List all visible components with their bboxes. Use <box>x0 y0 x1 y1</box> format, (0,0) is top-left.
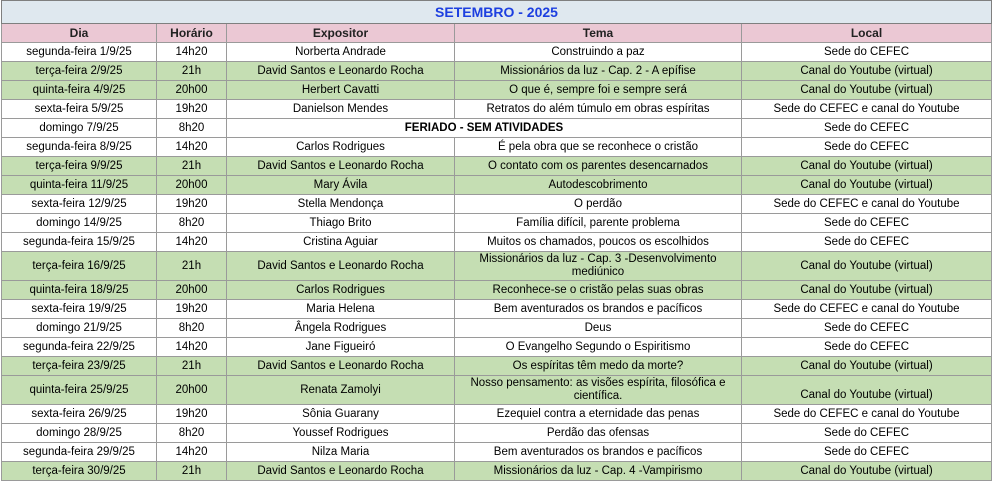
table-row <box>2 138 992 157</box>
cell-local: Canal do Youtube (virtual) <box>742 462 992 481</box>
cell-expositor: David Santos e Leonardo Rocha <box>227 252 455 281</box>
cell-dia: domingo 21/9/25 <box>2 319 157 338</box>
cell-horario: 8h20 <box>157 214 227 233</box>
cell-tema: Missionários da luz - Cap. 3 -Desenvolvimento mediúnico <box>455 252 742 281</box>
cell-local: Sede do CEFEC e canal do Youtube <box>742 195 992 214</box>
table-row <box>2 376 992 405</box>
cell-feriado: FERIADO - SEM ATIVIDADES <box>227 119 742 138</box>
cell-horario: 8h20 <box>157 319 227 338</box>
cell-expositor: Mary Ávila <box>227 176 455 195</box>
cell-expositor: David Santos e Leonardo Rocha <box>227 157 455 176</box>
table-row <box>2 100 992 119</box>
cell-horario: 14h20 <box>157 233 227 252</box>
cell-horario: 14h20 <box>157 138 227 157</box>
cell-local: Sede do CEFEC e canal do Youtube <box>742 100 992 119</box>
cell-local: Sede do CEFEC <box>742 119 992 138</box>
cell-tema: Os espíritas têm medo da morte? <box>455 357 742 376</box>
cell-horario: 21h <box>157 462 227 481</box>
table-row <box>2 300 992 319</box>
cell-horario: 14h20 <box>157 43 227 62</box>
table-row <box>2 176 992 195</box>
header-local: Local <box>742 24 992 43</box>
cell-expositor: David Santos e Leonardo Rocha <box>227 62 455 81</box>
cell-local: Sede do CEFEC <box>742 338 992 357</box>
cell-tema: O Evangelho Segundo o Espiritismo <box>455 338 742 357</box>
cell-local: Canal do Youtube (virtual) <box>742 157 992 176</box>
table-row <box>2 424 992 443</box>
cell-horario: 19h20 <box>157 405 227 424</box>
cell-dia: quinta-feira 18/9/25 <box>2 281 157 300</box>
cell-dia: domingo 28/9/25 <box>2 424 157 443</box>
cell-expositor: David Santos e Leonardo Rocha <box>227 462 455 481</box>
cell-horario: 19h20 <box>157 100 227 119</box>
cell-dia: sexta-feira 5/9/25 <box>2 100 157 119</box>
cell-expositor: Jane Figueiró <box>227 338 455 357</box>
cell-horario: 19h20 <box>157 195 227 214</box>
cell-local: Canal do Youtube (virtual) <box>742 281 992 300</box>
cell-expositor: Sônia Guarany <box>227 405 455 424</box>
cell-local: Sede do CEFEC e canal do Youtube <box>742 405 992 424</box>
cell-expositor: Norberta Andrade <box>227 43 455 62</box>
table-row <box>2 443 992 462</box>
cell-local: Sede do CEFEC <box>742 43 992 62</box>
cell-local: Sede do CEFEC <box>742 443 992 462</box>
cell-tema: Deus <box>455 319 742 338</box>
cell-tema: Perdão das ofensas <box>455 424 742 443</box>
cell-dia: terça-feira 9/9/25 <box>2 157 157 176</box>
cell-expositor: Maria Helena <box>227 300 455 319</box>
cell-tema: Missionários da luz - Cap. 2 - A epífise <box>455 62 742 81</box>
cell-dia: sexta-feira 26/9/25 <box>2 405 157 424</box>
cell-horario: 14h20 <box>157 443 227 462</box>
cell-expositor: David Santos e Leonardo Rocha <box>227 357 455 376</box>
cell-dia: quinta-feira 25/9/25 <box>2 376 157 405</box>
cell-local: Canal do Youtube (virtual) <box>742 252 992 281</box>
cell-horario: 21h <box>157 357 227 376</box>
cell-expositor: Nilza Maria <box>227 443 455 462</box>
title-row <box>2 1 992 24</box>
cell-dia: domingo 14/9/25 <box>2 214 157 233</box>
cell-expositor: Ângela Rodrigues <box>227 319 455 338</box>
table-row <box>2 357 992 376</box>
cell-local: Canal do Youtube (virtual) <box>742 176 992 195</box>
header-tema: Tema <box>455 24 742 43</box>
table-row <box>2 62 992 81</box>
header-dia: Dia <box>2 24 157 43</box>
cell-dia: terça-feira 16/9/25 <box>2 252 157 281</box>
cell-local: Canal do Youtube (virtual) <box>742 62 992 81</box>
cell-tema: Reconhece-se o cristão pelas suas obras <box>455 281 742 300</box>
cell-tema: Ezequiel contra a eternidade das penas <box>455 405 742 424</box>
cell-expositor: Youssef Rodrigues <box>227 424 455 443</box>
cell-horario: 20h00 <box>157 376 227 405</box>
cell-tema: Nosso pensamento: as visões espírita, filosófica e científica. <box>455 376 742 405</box>
schedule-table <box>1 0 992 481</box>
table-title: SETEMBRO - 2025 <box>2 1 992 24</box>
table-row <box>2 405 992 424</box>
cell-horario: 20h00 <box>157 81 227 100</box>
cell-expositor: Thiago Brito <box>227 214 455 233</box>
table-row <box>2 157 992 176</box>
cell-tema: O que é, sempre foi e sempre será <box>455 81 742 100</box>
cell-local: Sede do CEFEC <box>742 138 992 157</box>
cell-local: Sede do CEFEC <box>742 424 992 443</box>
cell-tema: O perdão <box>455 195 742 214</box>
header-horario: Horário <box>157 24 227 43</box>
cell-tema: É pela obra que se reconhece o cristão <box>455 138 742 157</box>
cell-expositor: Herbert Cavatti <box>227 81 455 100</box>
cell-local: Sede do CEFEC <box>742 319 992 338</box>
cell-horario: 21h <box>157 252 227 281</box>
table-row <box>2 281 992 300</box>
cell-expositor: Cristina Aguiar <box>227 233 455 252</box>
schedule-body <box>2 43 992 481</box>
cell-dia: terça-feira 30/9/25 <box>2 462 157 481</box>
cell-horario: 14h20 <box>157 338 227 357</box>
table-row <box>2 214 992 233</box>
cell-dia: segunda-feira 29/9/25 <box>2 443 157 462</box>
cell-horario: 21h <box>157 62 227 81</box>
cell-tema: Família difícil, parente problema <box>455 214 742 233</box>
cell-local: Sede do CEFEC <box>742 233 992 252</box>
cell-dia: segunda-feira 1/9/25 <box>2 43 157 62</box>
table-row <box>2 338 992 357</box>
table-row <box>2 252 992 281</box>
cell-local: Canal do Youtube (virtual) <box>742 81 992 100</box>
cell-dia: terça-feira 2/9/25 <box>2 62 157 81</box>
cell-dia: sexta-feira 12/9/25 <box>2 195 157 214</box>
table-row <box>2 195 992 214</box>
cell-horario: 20h00 <box>157 281 227 300</box>
cell-tema: Muitos os chamados, poucos os escolhidos <box>455 233 742 252</box>
cell-dia: quinta-feira 4/9/25 <box>2 81 157 100</box>
cell-expositor: Renata Zamolyi <box>227 376 455 405</box>
cell-tema: Autodescobrimento <box>455 176 742 195</box>
cell-tema: Missionários da luz - Cap. 4 -Vampirismo <box>455 462 742 481</box>
cell-expositor: Danielson Mendes <box>227 100 455 119</box>
cell-horario: 19h20 <box>157 300 227 319</box>
cell-local: Canal do Youtube (virtual) <box>742 357 992 376</box>
table-row <box>2 233 992 252</box>
cell-dia: sexta-feira 19/9/25 <box>2 300 157 319</box>
table-row <box>2 43 992 62</box>
cell-expositor: Carlos Rodrigues <box>227 138 455 157</box>
cell-expositor: Stella Mendonça <box>227 195 455 214</box>
cell-tema: Retratos do além túmulo em obras espíritas <box>455 100 742 119</box>
header-row <box>2 24 992 43</box>
cell-expositor: Carlos Rodrigues <box>227 281 455 300</box>
cell-tema: O contato com os parentes desencarnados <box>455 157 742 176</box>
table-row <box>2 81 992 100</box>
cell-dia: segunda-feira 15/9/25 <box>2 233 157 252</box>
table-row <box>2 462 992 481</box>
cell-tema: Bem aventurados os brandos e pacíficos <box>455 300 742 319</box>
cell-dia: segunda-feira 8/9/25 <box>2 138 157 157</box>
cell-local: Sede do CEFEC <box>742 214 992 233</box>
cell-horario: 8h20 <box>157 119 227 138</box>
cell-horario: 8h20 <box>157 424 227 443</box>
cell-dia: quinta-feira 11/9/25 <box>2 176 157 195</box>
cell-tema: Bem aventurados os brandos e pacíficos <box>455 443 742 462</box>
cell-tema: Construindo a paz <box>455 43 742 62</box>
cell-local: Sede do CEFEC e canal do Youtube <box>742 300 992 319</box>
cell-dia: segunda-feira 22/9/25 <box>2 338 157 357</box>
cell-local: Canal do Youtube (virtual) <box>742 376 992 405</box>
header-expositor: Expositor <box>227 24 455 43</box>
table-row <box>2 319 992 338</box>
cell-horario: 20h00 <box>157 176 227 195</box>
cell-dia: terça-feira 23/9/25 <box>2 357 157 376</box>
table-row <box>2 119 992 138</box>
cell-horario: 21h <box>157 157 227 176</box>
cell-dia: domingo 7/9/25 <box>2 119 157 138</box>
